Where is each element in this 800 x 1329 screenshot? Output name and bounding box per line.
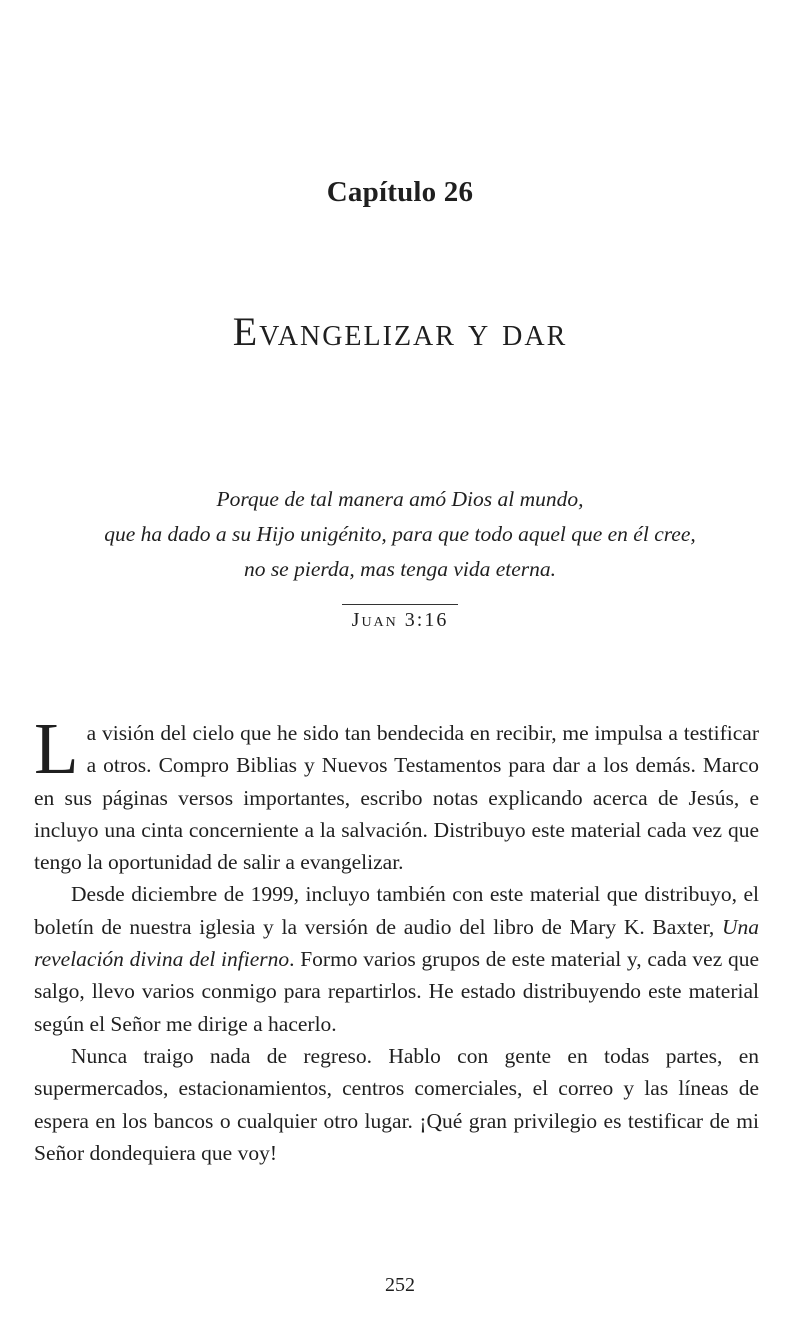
epigraph-line: que ha dado a su Hijo unigénito, para que todo aquel que en él cree, <box>104 522 696 546</box>
paragraph-text: . Formo varios grupos de este material y, cada vez que salgo, llevo varios conmigo para repartirlos. He estado distribuyendo este material según el Señor me dirige a hacerlo. <box>34 947 760 1036</box>
epigraph-line: Porque de tal manera amó Dios al mundo, <box>216 487 584 511</box>
body-paragraph-3 <box>34 1040 759 1169</box>
paragraph-text: a visión del cielo que he sido tan bendecida en recibir, me impulsa a testificar a otros. Compro Biblias y Nuevos Testamentos para dar a los demás. Marco en sus páginas versos importantes, escribo notas explicando acerca de Jesús, e incluyo una cinta concerniente a la salvación. Distribuyo este material cada vez que tengo la oportunidad de salir a evangelizar. <box>34 721 759 875</box>
body-paragraph-2 <box>34 878 759 1039</box>
chapter-title: Evangelizar y dar <box>232 309 568 354</box>
paragraph-text: Nunca traigo nada de regreso. Hablo con gente en todas partes, en supermercados, estacionamientos, centros comerciales, el correo y las líneas de espera en los bancos o cualquier otro lugar. ¡Qué gran privilegio es testificar de mi Señor dondequiera que voy! <box>34 1043 759 1165</box>
body-paragraph-1 <box>34 708 759 878</box>
epigraph-line: no se pierda, mas tenga vida eterna. <box>243 557 557 581</box>
epigraph-source <box>0 604 800 632</box>
page-number: 252 <box>385 1274 415 1296</box>
paragraph-text: Desde diciembre de 1999, incluyo también con este material que distribuyo, el boletín de nuestra iglesia y la versión de audio del libro de Mary K. Baxter, <box>34 882 759 939</box>
scripture-reference: Juan 3:16 <box>351 609 449 631</box>
epigraph-quote <box>0 482 800 587</box>
chapter-number: Capítulo 26 <box>326 176 474 208</box>
book-title-italic: Una revelación divina del infierno <box>34 914 759 972</box>
chapter-body <box>34 708 760 1169</box>
drop-cap-letter: L <box>34 708 79 789</box>
source-rule-divider <box>342 604 458 605</box>
